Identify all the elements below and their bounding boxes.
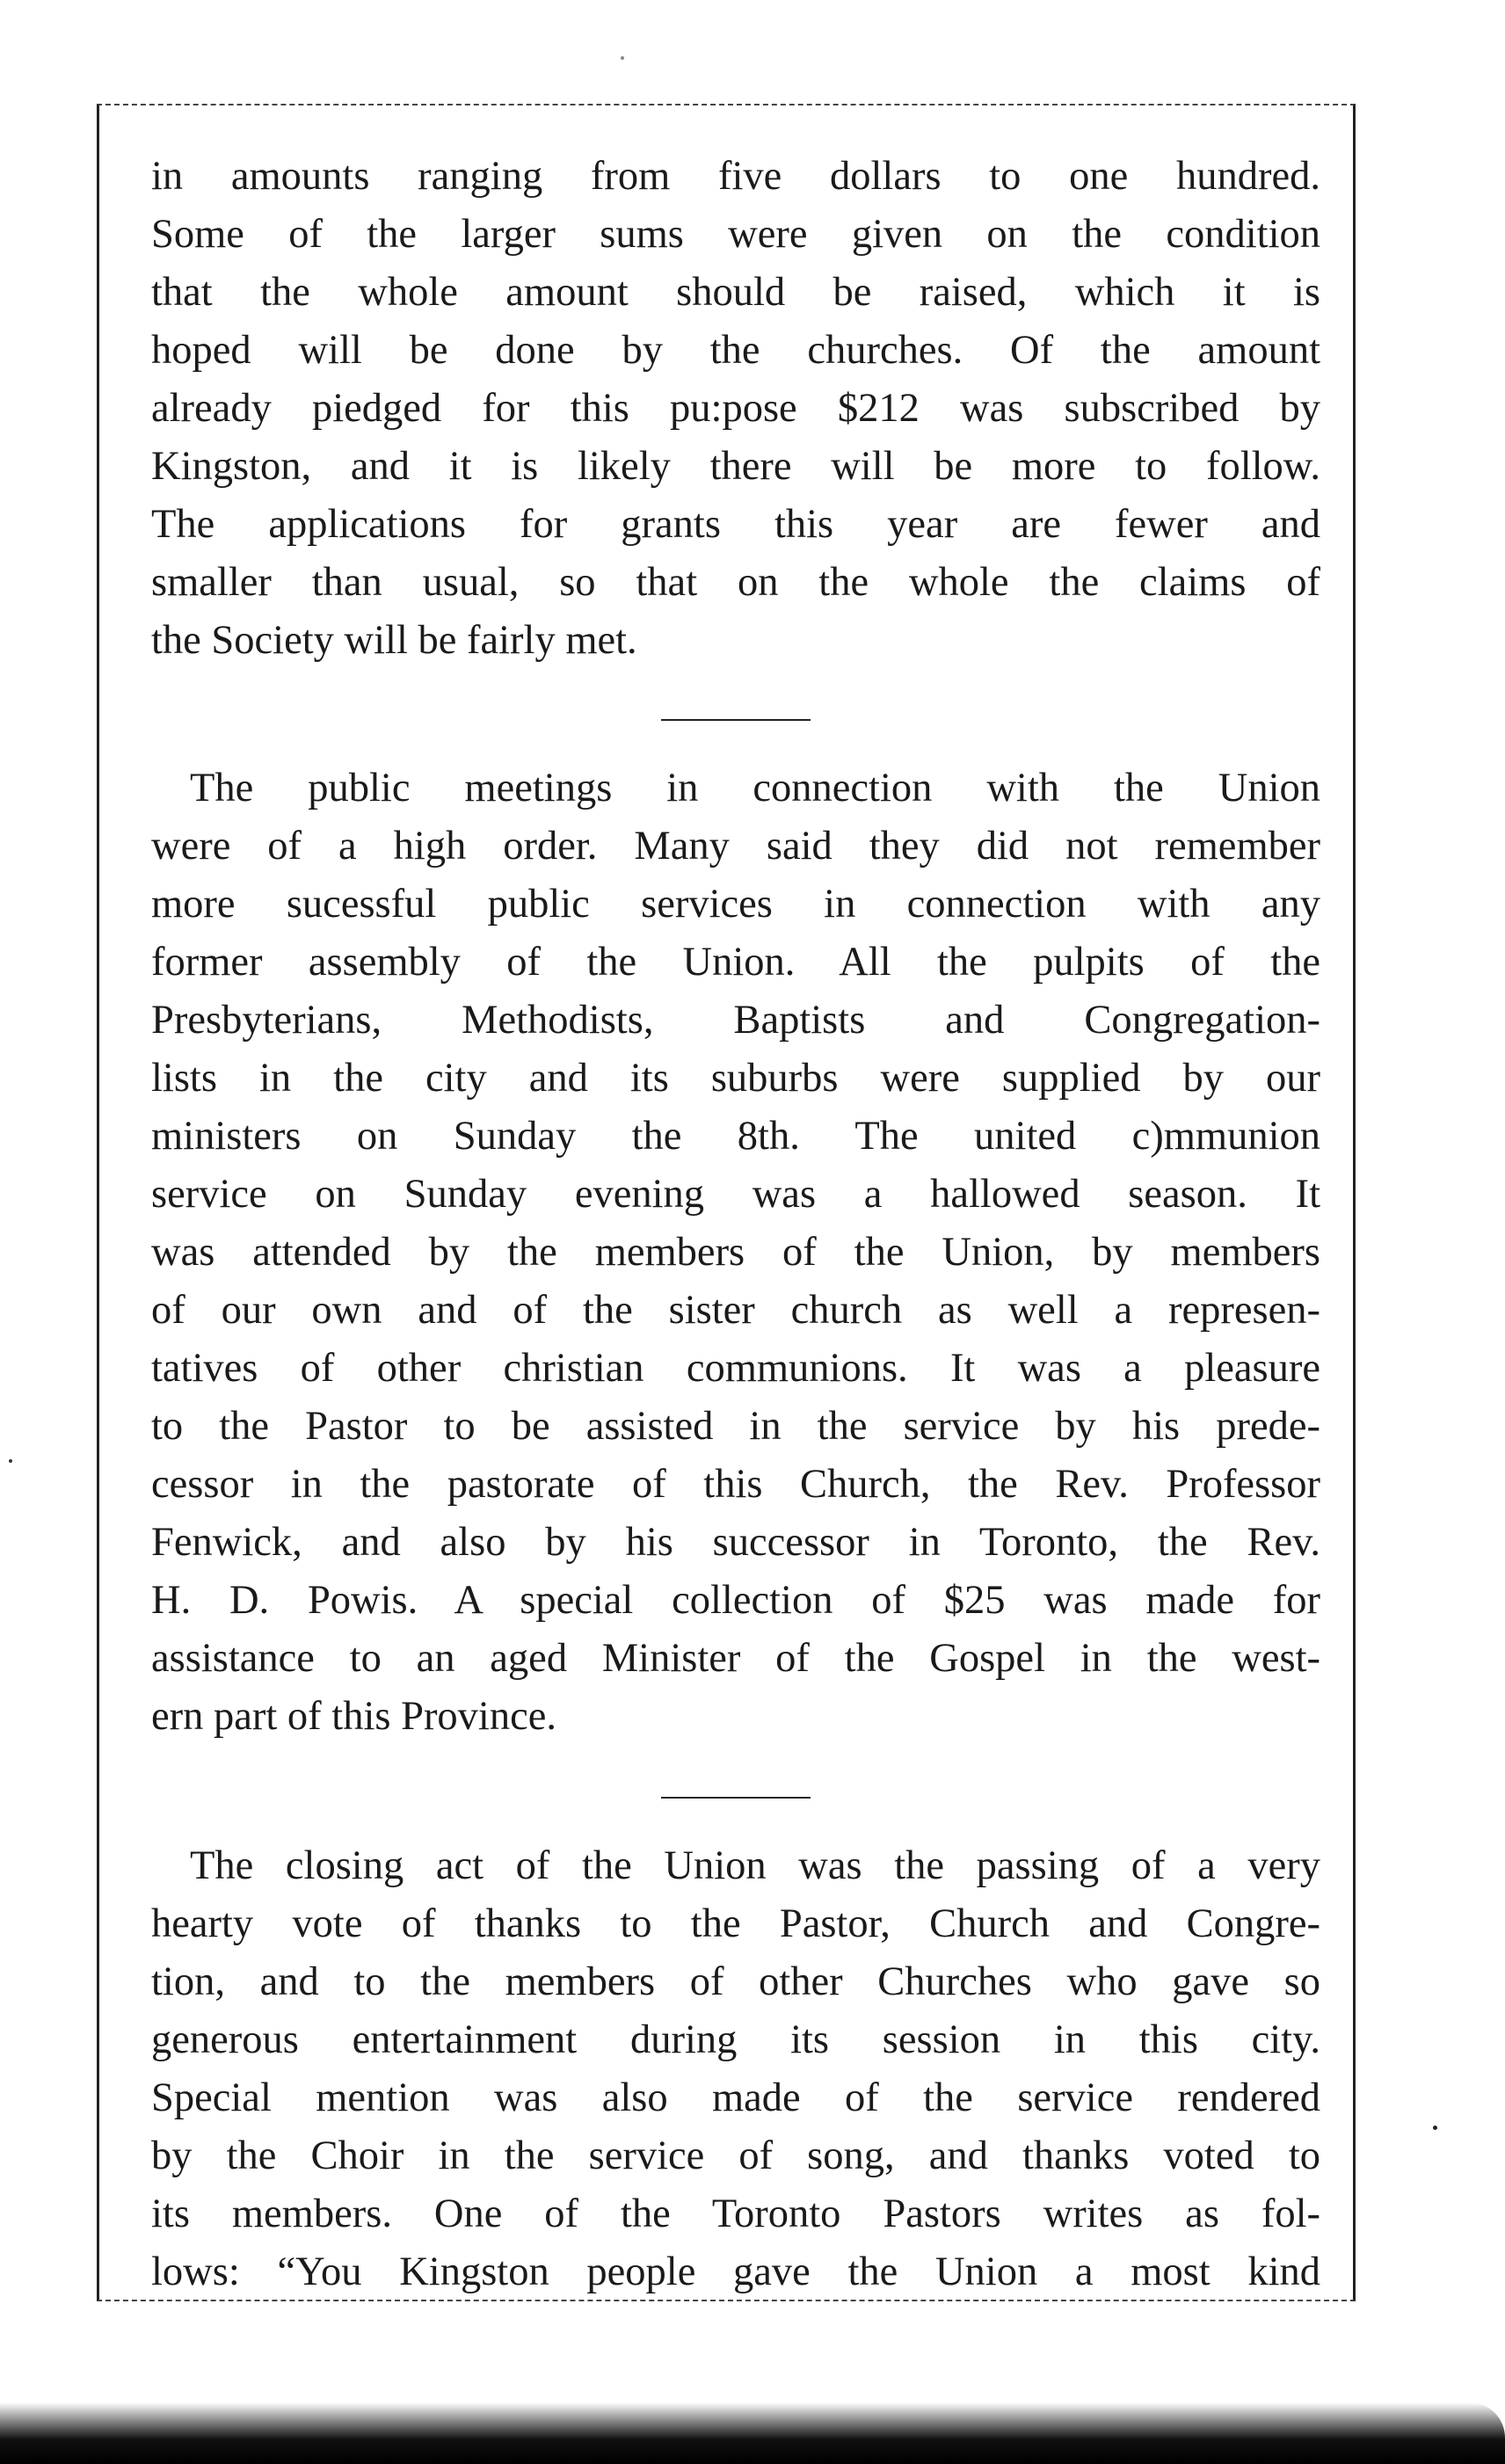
text-line: to the Pastor to be assisted in the service by his prede- [151, 1404, 1320, 1449]
text-line: its members. One of the Toronto Pastors writes as fol- [151, 2191, 1320, 2236]
text-line: was attended by the members of the Union, by members [151, 1230, 1320, 1275]
text-line: hearty vote of thanks to the Pastor, Church and Congre- [151, 1901, 1320, 1946]
text-line: The applications for grants this year are fewer and [151, 502, 1320, 547]
text-line: hoped will be done by the churches. Of the amount [151, 328, 1320, 373]
text-line: Special mention was also made of the service rendered [151, 2075, 1320, 2120]
text-line: were of a high order. Many said they did not remember [151, 824, 1320, 869]
text-line: already piedged for this pu:pose $212 was subscribed by [151, 386, 1320, 431]
text-line: the Society will be fairly met. [151, 618, 637, 663]
text-line: Presbyterians, Methodists, Baptists and Congregation- [151, 998, 1320, 1043]
text-line: Fenwick, and also by his successor in Toronto, the Rev. [151, 1520, 1320, 1565]
section-divider [661, 719, 811, 721]
text-line: lists in the city and its suburbs were supplied by our [151, 1056, 1320, 1101]
speck-mark [621, 56, 624, 60]
text-line: ministers on Sunday the 8th. The united c)mmunion [151, 1114, 1320, 1159]
paragraph-subscriptions [151, 148, 1320, 670]
text-line: Some of the larger sums were given on the condition [151, 212, 1320, 257]
text-line: H. D. Powis. A special collection of $25 was made for [151, 1578, 1320, 1623]
text-line: in amounts ranging from five dollars to one hundred. [151, 154, 1320, 199]
text-line: that the whole amount should be raised, which it is [151, 270, 1320, 315]
section-divider [661, 1797, 811, 1799]
text-line: The public meetings in connection with the Union [190, 766, 1320, 810]
text-line: cessor in the pastorate of this Church, the Rev. Professor [151, 1462, 1320, 1507]
text-line: former assembly of the Union. All the pulpits of the [151, 940, 1320, 985]
text-line: more sucessful public services in connection with any [151, 882, 1320, 927]
speck-mark [1433, 2126, 1437, 2130]
paragraph-public-meetings [151, 760, 1320, 1746]
text-column [151, 148, 1320, 2301]
scan-edge-shadow [0, 2402, 1505, 2464]
text-line: of our own and of the sister church as well a represen- [151, 1288, 1320, 1333]
text-line: The closing act of the Union was the passing of a very [190, 1843, 1320, 1888]
speck-mark [9, 1459, 12, 1463]
text-line: ern part of this Province. [151, 1694, 557, 1739]
text-line: Kingston, and it is likely there will be more to follow. [151, 444, 1320, 489]
text-line: service on Sunday evening was a hallowed season. It [151, 1172, 1320, 1217]
text-line: tatives of other christian communions. It was a pleasure [151, 1346, 1320, 1391]
text-line: by the Choir in the service of song, and thanks voted to [151, 2133, 1320, 2178]
text-line: assistance to an aged Minister of the Gospel in the west- [151, 1636, 1320, 1681]
text-line: tion, and to the members of other Churches who gave so [151, 1959, 1320, 2004]
text-line: lows: “You Kingston people gave the Union a most kind [151, 2250, 1320, 2294]
paragraph-closing-act [151, 1837, 1320, 2301]
text-line: smaller than usual, so that on the whole the claims of [151, 560, 1320, 605]
text-line: generous entertainment during its session in this city. [151, 2017, 1320, 2062]
